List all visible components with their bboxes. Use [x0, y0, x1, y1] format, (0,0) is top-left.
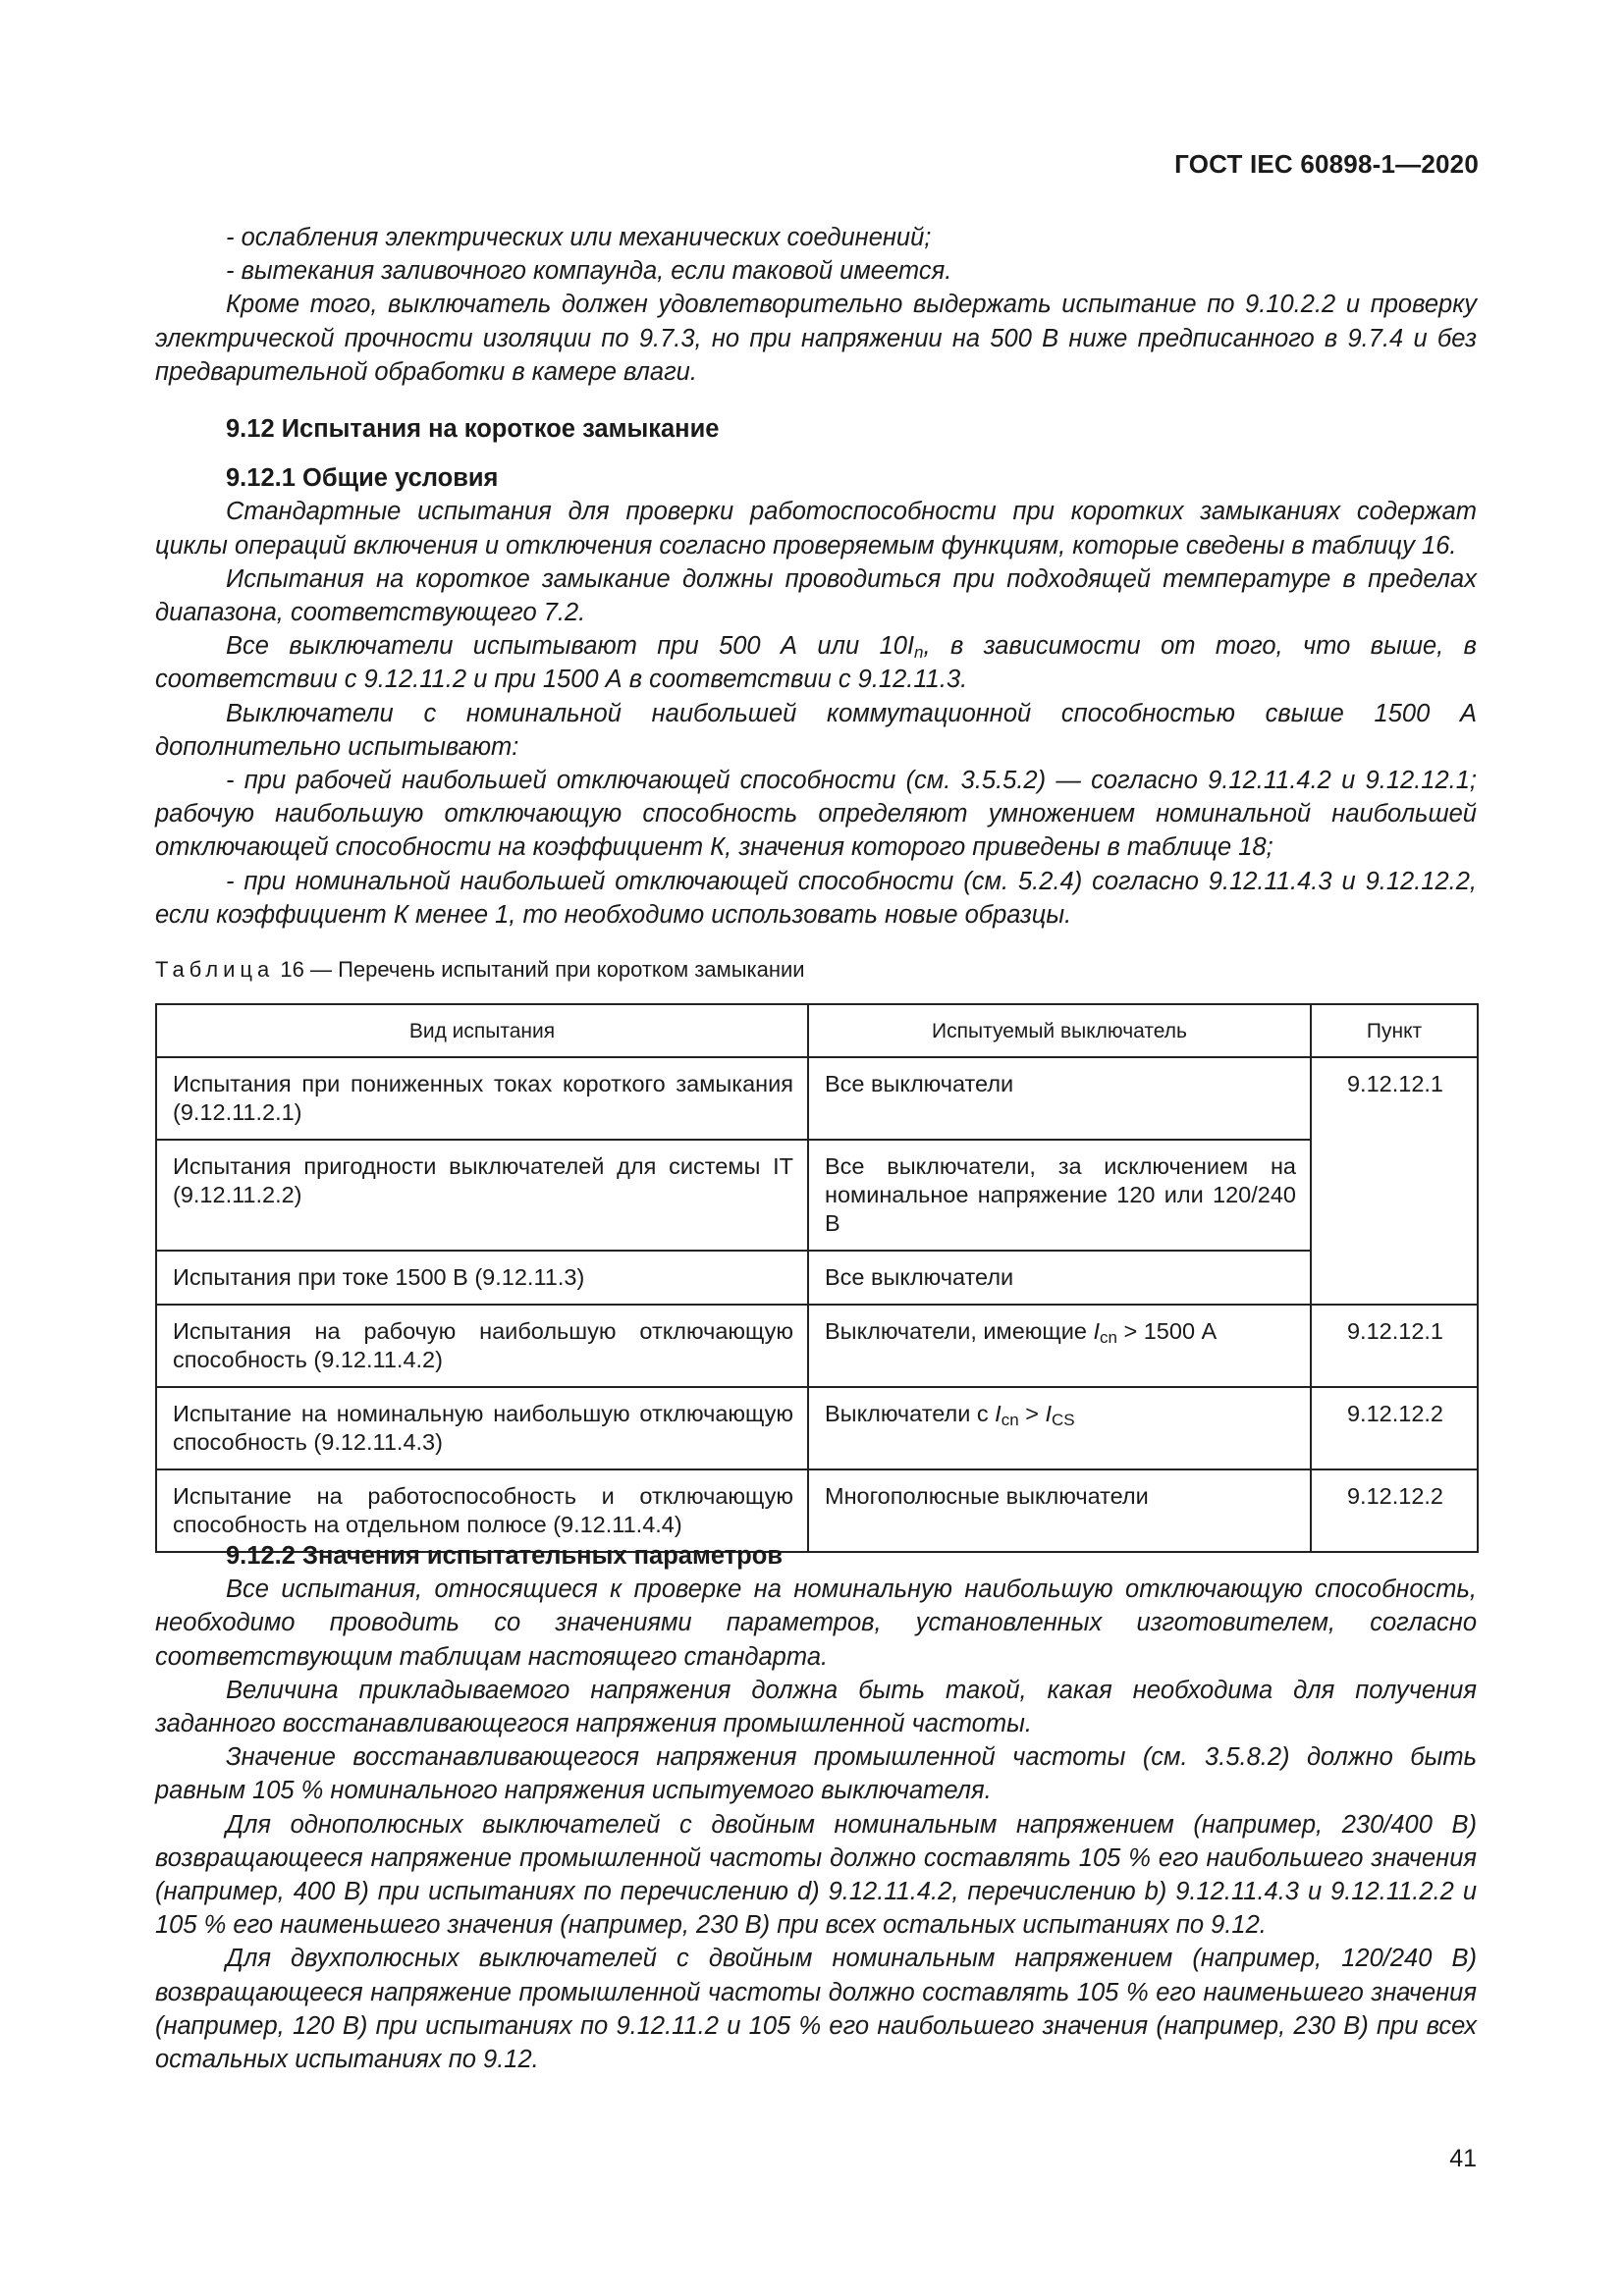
table-row: [156, 1057, 1478, 1140]
cell-breaker: Многополюсные выключатели: [808, 1469, 1311, 1552]
current-subscript: CS: [1052, 1411, 1075, 1429]
paragraph: Для однополюсных выключателей с двойным номинальным напряжением (например, 230/400 В) возвращающееся напряжение промышленной частоты должно составлять 105 % его наибольшего значения (например, 400 В) при испытаниях по перечислению d) 9.12.11.4.2, перечислению b) 9.12.11.4.3 и 9.12.11.2.2 и 105 % его наименьшего значения (например, 230 В) при всех остальных испытаниях по 9.12.: [155, 1810, 1477, 1940]
text-run: Все выключатели испытывают при 500 А или 10: [226, 632, 907, 661]
list-item: - при номинальной наибольшей отключающей способности (см. 5.2.4) согласно 9.12.11.4.3 и 9.12.12.2, если коэффициент К менее 1, то необходимо использовать новые образцы.: [155, 867, 1477, 929]
cell-clause: 9.12.12.2: [1311, 1469, 1478, 1552]
page-number: 41: [1449, 2145, 1477, 2172]
current-symbol: I: [1045, 1401, 1052, 1426]
cell-breaker: Все выключатели: [808, 1057, 1311, 1140]
paragraph: - вытекания заливочного компаунда, если таковой имеется.: [226, 257, 952, 286]
current-subscript: cn: [1001, 1411, 1019, 1429]
cell-clause: 9.12.12.1: [1311, 1305, 1478, 1387]
paragraph: Выключатели с номинальной наибольшей коммутационной способностью свыше 1500 А дополнительно испытывают:: [155, 699, 1477, 761]
cell-test-type: Испытания пригодности выключателей для системы IT (9.12.11.2.2): [156, 1140, 808, 1251]
cell-breaker: [808, 1387, 1311, 1469]
text-run: Выключатели с: [825, 1401, 996, 1426]
paragraph: - ослабления электрических или механических соединений;: [226, 224, 932, 251]
cell-breaker: Все выключатели: [808, 1251, 1311, 1305]
text-run: Выключатели, имеющие: [825, 1318, 1094, 1344]
cell-clause: 9.12.12.2: [1311, 1387, 1478, 1469]
table-caption-text: 16 — Перечень испытаний при коротком замыкании: [274, 957, 805, 982]
section-heading-9-12: 9.12 Испытания на короткое замыкание: [226, 415, 720, 444]
current-symbol: I: [1093, 1318, 1100, 1344]
table-caption-label: Таблица: [155, 957, 275, 982]
list-item: - при рабочей наибольшей отключающей способности (см. 3.5.5.2) — согласно 9.12.11.4.2 и 9.12.12.1; рабочую наибольшую отключающую способность определяют умножением номинальной наибольшей отключающей способности на коэффициент К, значения которого приведены в таблице 18;: [155, 767, 1477, 862]
cell-test-type: Испытание на номинальную наибольшую отключающую способность (9.12.11.4.3): [156, 1387, 808, 1469]
section-heading-9-12-1: 9.12.1 Общие условия: [226, 464, 499, 493]
paragraph: Значение восстанавливающегося напряжения промышленной частоты (см. 3.5.8.2) должно быть равным 105 % номинального напряжения испытуемого выключателя.: [155, 1743, 1477, 1805]
text-run: >: [1018, 1401, 1046, 1426]
upper-text-block: [155, 221, 1477, 932]
paragraph: Кроме того, выключатель должен удовлетворительно выдержать испытание по 9.10.2.2 и проверку электрической прочности изоляции по 9.7.3, но при напряжении на 500 В ниже предписанного в 9.7.4 и без предварительной обработки в камере влаги.: [155, 291, 1477, 386]
paragraph: Испытания на короткое замыкание должны проводиться при подходящей температуре в пределах диапазона, соответствующего 7.2.: [155, 564, 1477, 627]
paragraph-current-values: [155, 629, 1477, 696]
cell-clause: 9.12.12.1: [1311, 1057, 1478, 1305]
table-row: [156, 1251, 1478, 1305]
cell-test-type: Испытание на работоспособность и отключающую способность на отдельном полюсе (9.12.11.4.4): [156, 1469, 808, 1552]
table-caption: [155, 957, 805, 983]
text-run: > 1500 А: [1116, 1318, 1218, 1344]
current-subscript: n: [914, 643, 924, 663]
paragraph: Все испытания, относящиеся к проверке на номинальную наибольшую отключающую способность, необходимо проводить со значениями параметров, установленных изготовителем, согласно соответствующим таблицам настоящего стандарта.: [155, 1575, 1477, 1671]
cell-breaker: [808, 1305, 1311, 1387]
table-row: [156, 1305, 1478, 1387]
standard-designation: ГОСТ IEC 60898-1—2020: [1174, 149, 1479, 179]
table-row: [156, 1387, 1478, 1469]
cell-test-type: Испытания при пониженных токах короткого замыкания (9.12.11.2.1): [156, 1057, 808, 1140]
paragraph: Стандартные испытания для проверки работоспособности при коротких замыканиях содержат циклы операций включения и отключения согласно проверяемым функциям, которые сведены в таблицу 16.: [155, 498, 1477, 560]
cell-test-type: Испытания на рабочую наибольшую отключающую способность (9.12.11.4.2): [156, 1305, 808, 1387]
column-header-test-type: Вид испытания: [156, 1004, 808, 1057]
paragraph: Для двухполюсных выключателей с двойным номинальным напряжением (например, 120/240 В) возвращающееся напряжение промышленной частоты должно составлять 105 % его наименьшего значения (например, 120 В) при испытаниях по 9.12.11.2 и 105 % его наибольшего значения (например, 230 В) при всех остальных испытаниях по 9.12.: [155, 1945, 1477, 2074]
table-header-row: [156, 1004, 1478, 1057]
lower-text-block: [155, 1539, 1477, 2076]
cell-test-type: Испытания при токе 1500 В (9.12.11.3): [156, 1251, 808, 1305]
current-symbol: I: [906, 632, 915, 661]
column-header-clause: Пункт: [1311, 1004, 1478, 1057]
paragraph: Величина прикладываемого напряжения должна быть такой, какая необходима для получения заданного восстанавливающегося напряжения промышленной частоты.: [155, 1676, 1477, 1738]
table-16: [155, 1003, 1479, 1553]
current-symbol: I: [995, 1401, 1001, 1426]
cell-breaker: Все выключатели, за исключением на номинальное напряжение 120 или 120/240 В: [808, 1140, 1311, 1251]
column-header-breaker: Испытуемый выключатель: [808, 1004, 1311, 1057]
table-row: [156, 1140, 1478, 1251]
section-heading-9-12-2: 9.12.2 Значения испытательных параметров: [226, 1542, 784, 1570]
text-run: , в зависимости от того, что выше, в соответствии с 9.12.11.2 и при 1500 А в соответствии с 9.12.11.3.: [155, 632, 1477, 694]
current-subscript: cn: [1099, 1328, 1117, 1347]
